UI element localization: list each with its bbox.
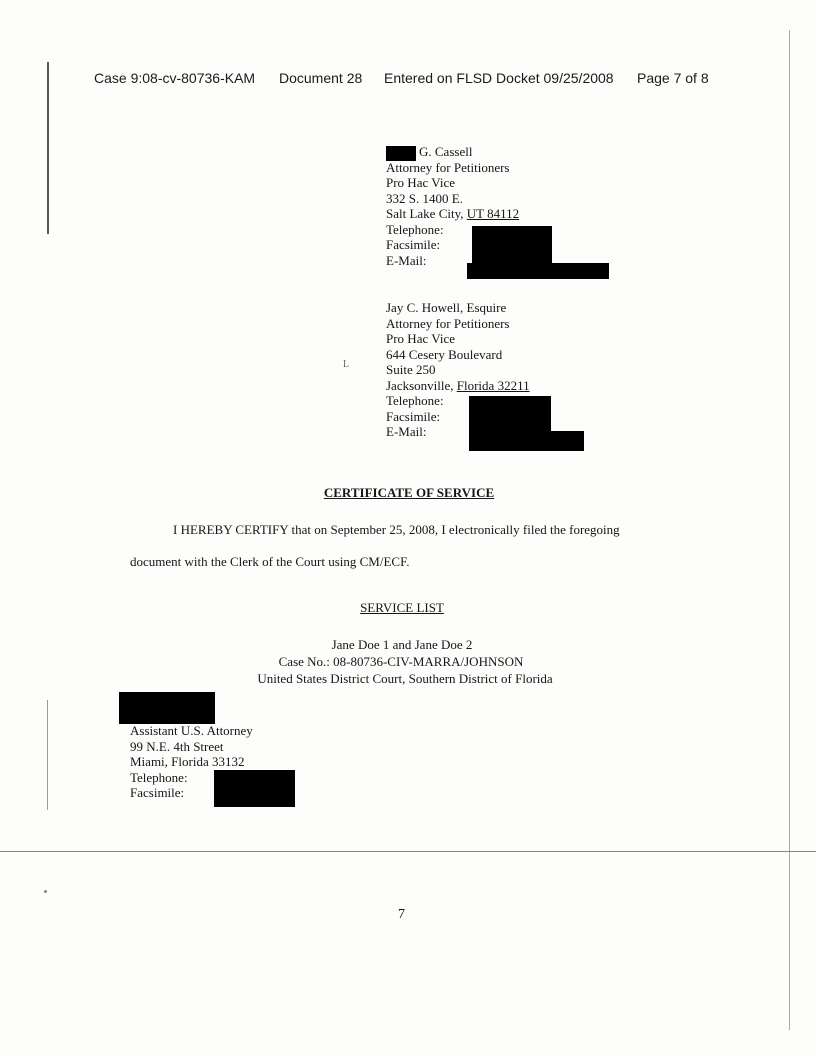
sig2-name: Jay C. Howell, Esquire <box>386 300 507 315</box>
recipient-title: Assistant U.S. Attorney <box>130 723 253 738</box>
scan-edge-line-left <box>47 62 49 234</box>
service-list-case-no: Case No.: 08-80736-CIV-MARRA/JOHNSON <box>278 654 524 669</box>
sig2-address2: Suite 250 <box>386 362 436 377</box>
redaction-box <box>469 396 551 431</box>
recipient-facsimile: Facsimile: <box>130 785 185 800</box>
scan-edge-line-right <box>789 30 790 1030</box>
service-list-parties: Jane Doe 1 and Jane Doe 2 <box>331 637 473 652</box>
header-case-number: Case 9:08-cv-80736-KAM <box>94 70 256 86</box>
sig1-name: G. Cassell <box>419 144 473 159</box>
header-document-number: Document 28 <box>279 70 363 86</box>
sig1-telephone: Telephone: <box>386 221 444 237</box>
sig2-address1: 644 Cesery Boulevard <box>386 346 503 362</box>
service-list-title: SERVICE LIST <box>360 600 444 615</box>
recipient-city: Miami, Florida 33132 <box>130 754 245 769</box>
sig2-city-line <box>386 378 530 394</box>
redaction-box <box>214 770 295 807</box>
service-list-court: United States District Court, Southern District of Florida <box>257 671 553 686</box>
header-entered: Entered on FLSD Docket 09/25/2008 <box>384 70 614 86</box>
sig2-facsimile: Facsimile: <box>386 408 441 424</box>
stray-mark: L <box>343 359 350 370</box>
certificate-line-1: I HEREBY CERTIFY that on September 25, 2008, I electronically filed the foregoing <box>173 522 620 537</box>
certificate-title <box>1 485 816 501</box>
redaction-box <box>472 226 552 263</box>
sig2-pro-hac: Pro Hac Vice <box>386 331 456 346</box>
sig1-email: E-Mail: <box>386 252 427 268</box>
redaction-box <box>469 431 584 451</box>
certificate-line-2: document with the Clerk of the Court using CM/ECF. <box>130 554 410 569</box>
sig2-telephone: Telephone: <box>386 393 444 408</box>
scan-edge-line-left-lower <box>47 700 48 810</box>
sig1-role: Attorney for Petitioners <box>386 159 510 175</box>
page-number: 7 <box>398 907 405 922</box>
sig1-pro-hac: Pro Hac Vice <box>386 175 456 190</box>
sig1-city: Salt Lake City, <box>386 206 464 221</box>
scan-fold-line <box>0 851 816 852</box>
redaction-box <box>467 263 609 279</box>
sig1-city-line <box>386 206 519 222</box>
sig2-city: Jacksonville, <box>386 377 454 393</box>
sig1-state-zip: UT 84112 <box>466 206 520 221</box>
redaction-box <box>119 692 215 724</box>
sig2-state-zip: Florida 32211 <box>456 377 530 393</box>
recipient-address: 99 N.E. 4th Street <box>130 738 224 754</box>
sig2-email: E-Mail: <box>386 424 427 439</box>
recipient-telephone: Telephone: <box>130 769 188 785</box>
scan-speck <box>44 890 47 893</box>
sig1-address: 332 S. 1400 E. <box>386 190 463 206</box>
redaction-box <box>386 146 416 161</box>
header-page: Page 7 of 8 <box>637 70 709 86</box>
sig2-role: Attorney for Petitioners <box>386 315 510 331</box>
sig1-facsimile: Facsimile: <box>386 237 441 252</box>
sig1-name-line <box>386 144 519 160</box>
service-list-title-wrap <box>0 600 810 616</box>
certificate-heading: CERTIFICATE OF SERVICE <box>323 485 495 500</box>
